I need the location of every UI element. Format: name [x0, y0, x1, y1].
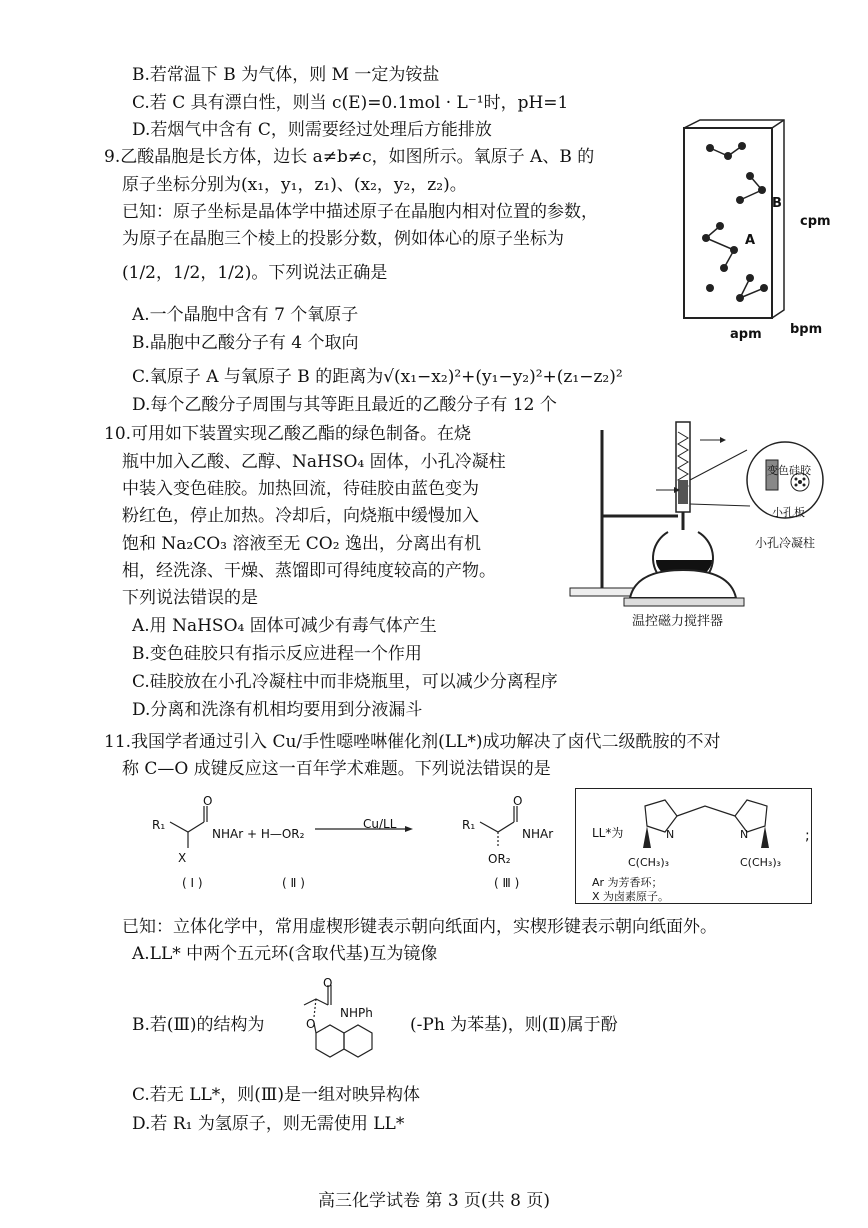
- ligand-note-ar: Ar 为芳香环；: [592, 876, 663, 889]
- label-compound-2: ( Ⅱ ): [282, 876, 305, 890]
- q9-stem-2: 原子坐标分别为(x₁，y₁，z₁)、(x₂，y₂，z₂)。: [122, 175, 467, 195]
- ligand-label: LL*为: [592, 826, 624, 840]
- q9-option-b: B.晶胞中乙酸分子有 4 个取向: [132, 333, 359, 353]
- scheme-catalyst: Cu/LL: [363, 817, 397, 831]
- q11-option-b-part2: (-Ph 为苯基)，则(Ⅱ)属于酚: [410, 1015, 618, 1035]
- label-silica: 变色硅胶: [767, 464, 811, 477]
- option-8b: B.若常温下 B 为气体，则 M 一定为铵盐: [132, 65, 440, 85]
- q11-option-d: D.若 R₁ 为氢原子，则无需使用 LL*: [132, 1114, 405, 1134]
- q11-option-b-part1: B.若(Ⅲ)的结构为: [132, 1015, 265, 1035]
- crystal-label-cpm: cpm: [800, 214, 831, 229]
- page-footer: 高三化学试卷 第 3 页(共 8 页): [318, 1191, 550, 1211]
- scheme-o1: O: [203, 794, 213, 808]
- q10-option-d: D.分离和洗涤有机相均要用到分液漏斗: [132, 700, 423, 720]
- q9-option-a: A.一个晶胞中含有 7 个氧原子: [132, 305, 359, 325]
- q11-note: 已知：立体化学中，常用虚楔形键表示朝向纸面内，实楔形键表示朝向纸面外。: [122, 917, 717, 937]
- option-8d: D.若烟气中含有 C，则需要经过处理后方能排放: [132, 120, 492, 140]
- scheme-or2: OR₂: [488, 852, 511, 866]
- label-column: 小孔冷凝柱: [755, 536, 816, 550]
- ligand-tbu-1: C(CH₃)₃: [628, 856, 670, 869]
- q9-option-c: C.氧原子 A 与氧原子 B 的距离为√(x₁−x₂)²+(y₁−y₂)²+(z₁−z₂)²: [132, 367, 623, 387]
- scheme-x: X: [178, 851, 187, 865]
- option-8c: C.若 C 具有漂白性，则当 c(E)=0.1mol · L⁻¹时，pH=1: [132, 93, 569, 113]
- ligand-structure: [625, 792, 795, 862]
- q10-stem-2: 瓶中加入乙酸、乙醇、NaHSO₄ 固体，小孔冷凝柱: [122, 452, 506, 472]
- q10-stem-6: 相，经洗涤、干燥、蒸馏即可得纯度较高的产物。: [122, 561, 496, 581]
- crystal-cell-figure: [680, 118, 790, 328]
- crystal-label-a: A: [745, 233, 756, 248]
- q10-option-b: B.变色硅胶只有指示反应进程一个作用: [132, 644, 422, 664]
- q9-stem-3: 已知：原子坐标是晶体学中描述原子在晶胞内相对位置的参数，: [122, 202, 598, 222]
- label-compound-1: ( Ⅰ ): [182, 876, 203, 890]
- ligand-n2: N: [740, 828, 749, 841]
- label-plate: 小孔板: [772, 506, 805, 519]
- crystal-label-b: B: [772, 196, 782, 211]
- label-compound-3: ( Ⅲ ): [494, 876, 520, 890]
- q10-option-a: A.用 NaHSO₄ 固体可减少有毒气体产生: [132, 616, 437, 636]
- q11-option-a: A.LL* 中两个五元环(含取代基)互为镜像: [132, 944, 438, 964]
- structure-nhph: NHPh: [340, 1006, 373, 1020]
- scheme-product-nhar: NHAr: [522, 827, 554, 841]
- label-stirrer: 温控磁力搅拌器: [632, 614, 724, 629]
- structure-o-ether: O: [306, 1017, 316, 1031]
- ligand-tbu-2: C(CH₃)₃: [740, 856, 782, 869]
- q11-stem-1: 11.我国学者通过引入 Cu/手性噁唑啉催化剂(LL*)成功解决了卤代二级酰胺的不对: [104, 732, 721, 752]
- crystal-label-apm: apm: [730, 327, 762, 342]
- q9-stem-5: (1/2，1/2，1/2)。下列说法正确是: [122, 263, 388, 283]
- q9-option-d: D.每个乙酸分子周围与其等距且最近的乙酸分子有 12 个: [132, 395, 557, 415]
- ligand-n1: N: [666, 828, 675, 841]
- q10-stem-1: 10.可用如下装置实现乙酸乙酯的绿色制备。在烧: [104, 424, 472, 444]
- q11-stem-2: 称 C—O 成键反应这一百年学术难题。下列说法错误的是: [122, 759, 551, 779]
- q10-stem-7: 下列说法错误的是: [122, 588, 258, 608]
- scheme-o2: O: [513, 794, 523, 808]
- structure-o-carbonyl: O: [323, 976, 333, 990]
- scheme-r1b: R₁: [462, 818, 476, 832]
- q10-stem-5: 饱和 Na₂CO₃ 溶液至无 CO₂ 逸出，分离出有机: [122, 534, 481, 554]
- ligand-note-x: X 为卤素原子。: [592, 890, 670, 903]
- q11-option-c: C.若无 LL*，则(Ⅲ)是一组对映异构体: [132, 1085, 420, 1105]
- q9-stem-1: 9.乙酸晶胞是长方体，边长 a≠b≠c，如图所示。氧原子 A、B 的: [104, 147, 595, 167]
- scheme-r1: R₁: [152, 818, 166, 832]
- ligand-semicolon: ;: [805, 828, 810, 844]
- scheme-reactants: NHAr + H—OR₂: [212, 827, 305, 841]
- q10-stem-4: 粉红色，停止加热。冷却后，向烧瓶中缓慢加入: [122, 506, 479, 526]
- q9-stem-4: 为原子在晶胞三个棱上的投影分数，例如体心的原子坐标为: [122, 229, 564, 249]
- q10-stem-3: 中装入变色硅胶。加热回流，待硅胶由蓝色变为: [122, 479, 479, 499]
- crystal-label-bpm: bpm: [790, 322, 823, 337]
- q10-option-c: C.硅胶放在小孔冷凝柱中而非烧瓶里，可以减少分离程序: [132, 672, 558, 692]
- apparatus-figure: [560, 420, 850, 610]
